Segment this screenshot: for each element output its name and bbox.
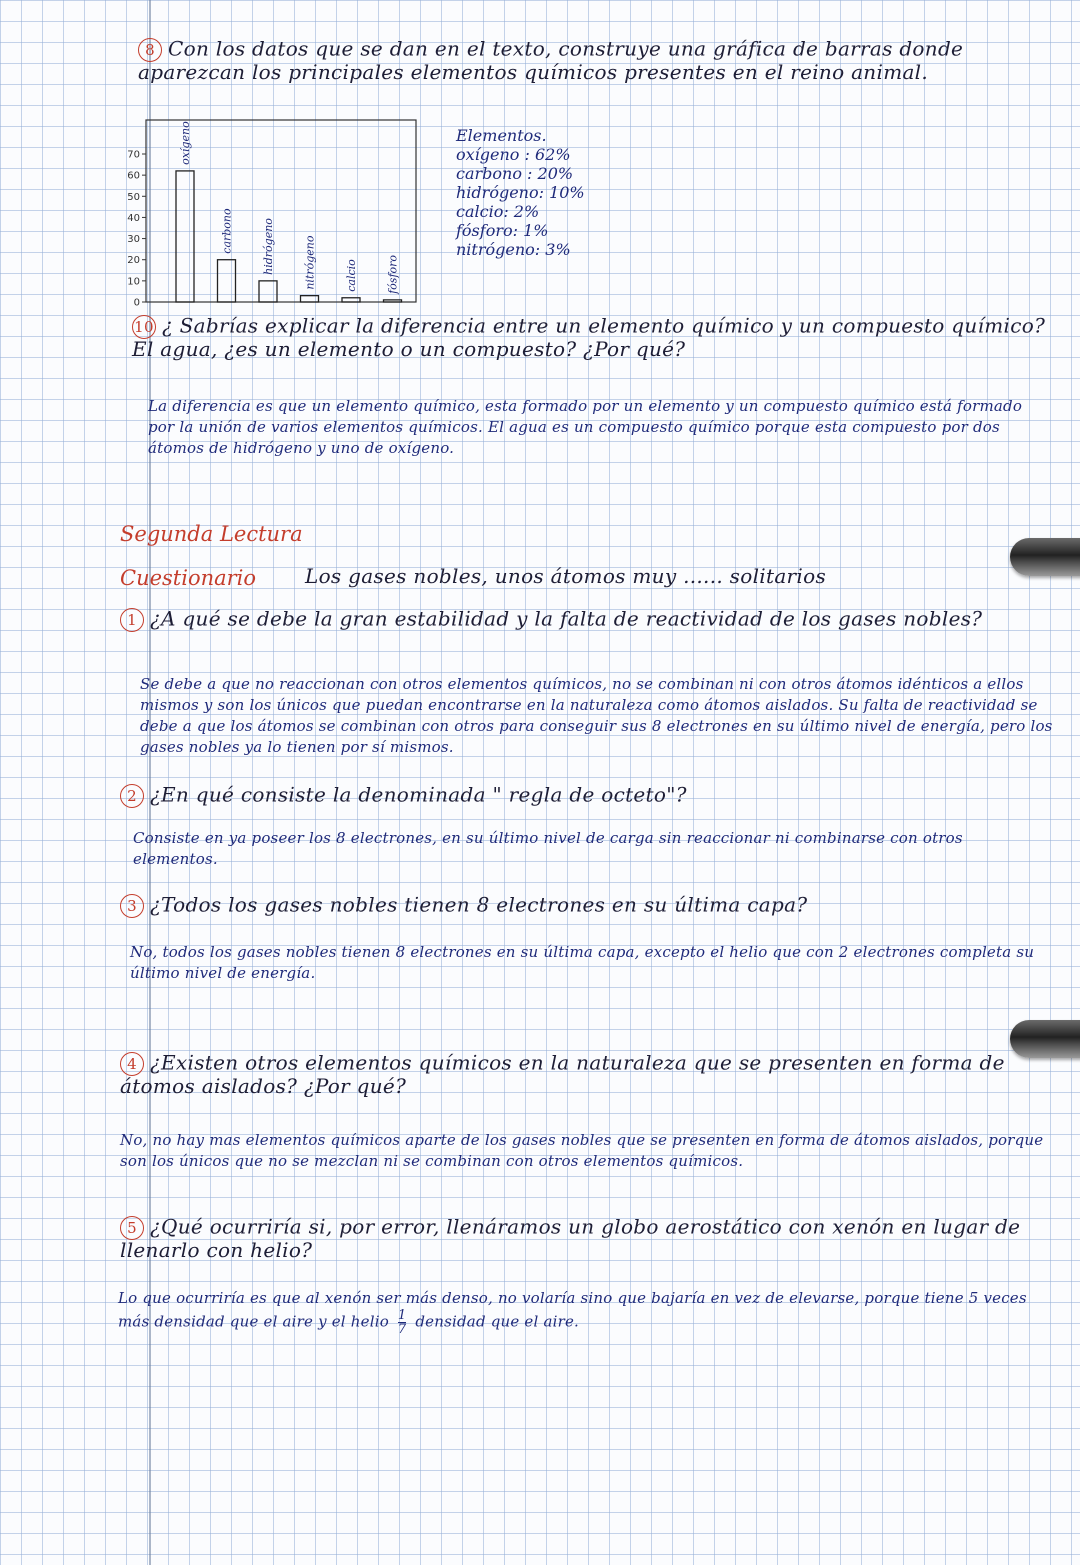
fraction-numerator: 1 <box>397 1308 407 1323</box>
fraction-denominator: 7 <box>397 1322 407 1337</box>
question-number: 10 <box>132 315 156 339</box>
question-number: 4 <box>120 1052 144 1076</box>
legend-item-phosphorus: fósforo: 1% <box>456 221 549 240</box>
question-text: ¿A qué se debe la gran estabilidad y la falta de reactividad de los gases nobles? <box>150 606 983 631</box>
legend-item-hydrogen: hidrógeno: 10% <box>456 183 585 202</box>
legend-item-calcium: calcio: 2% <box>456 202 540 221</box>
y-tick-label: 70 <box>127 149 140 161</box>
section-title: Segunda Lectura <box>120 522 303 546</box>
bar-nitrógeno <box>301 296 319 302</box>
legend-item-nitrogen: nitrógeno: 3% <box>456 240 571 259</box>
legend-item-carbon: carbono : 20% <box>456 164 574 183</box>
question-text: ¿Qué ocurriría si, por error, llenáramos un globo aerostático con xenón en lugar de llenarlo con helio? <box>120 1214 1021 1262</box>
answer-3: No, todos los gases nobles tienen 8 electrones en su última capa, excepto el helio que con 2 electrones completa su último nivel de energía. <box>130 943 1035 982</box>
y-tick-label: 20 <box>127 255 140 267</box>
category-labels <box>179 121 400 295</box>
category-label: fósforo <box>386 254 400 294</box>
question-number: 2 <box>120 784 144 808</box>
y-tick-label: 50 <box>127 191 140 203</box>
bars <box>176 171 402 302</box>
answer-4: No, no hay mas elementos químicos aparte de los gases nobles que se presenten en forma de átomos aislados, porque son los únicos que no se mezclan ni se combinan con otros elementos químicos. <box>120 1131 1044 1170</box>
question-text: ¿Todos los gases nobles tienen 8 electrones en su última capa? <box>150 892 808 917</box>
legend-title: Elementos. <box>456 126 547 145</box>
answer-5-end: densidad que el aire. <box>415 1312 580 1331</box>
bar-carbono <box>218 260 236 302</box>
answer-10: La diferencia es que un elemento químico, esta formado por un elemento y un compuesto químico está formado por la unión de varios elementos químicos. El agua es un compuesto químico porque esta compuesto por dos átomos de hidrógeno y uno de oxígeno. <box>148 397 1023 457</box>
y-tick-label: 40 <box>127 212 140 224</box>
y-axis-ticks <box>127 150 146 309</box>
category-label: carbono <box>220 208 234 254</box>
category-label: hidrógeno <box>262 218 275 275</box>
question-3 <box>120 894 1040 918</box>
question-text: ¿Existen otros elementos químicos en la naturaleza que se presenten en forma de átomos aislados? ¿Por qué? <box>120 1050 1005 1098</box>
question-5 <box>120 1216 1050 1261</box>
fraction <box>398 1309 406 1336</box>
question-number: 8 <box>138 38 162 62</box>
question-2 <box>120 784 1040 808</box>
section-subtitle: Cuestionario <box>120 566 257 590</box>
bar-calcio <box>342 298 360 302</box>
question-8 <box>138 38 1038 83</box>
legend-item-oxygen: oxígeno : 62% <box>456 145 571 164</box>
reading-title: Los gases nobles, unos átomos muy ...... solitarios <box>305 564 827 588</box>
answer-5-text: Lo que ocurriría es que al xenón ser más denso, no volaría sino que bajaría en vez de elevarse, porque tiene 5 veces más densidad que el aire y el helio <box>118 1289 1027 1331</box>
category-label: oxígeno <box>179 121 192 165</box>
question-4 <box>120 1052 1020 1097</box>
question-text: ¿ Sabrías explicar la diferencia entre un elemento químico y un compuesto químico? El agua, ¿es un elemento o un compuesto? ¿Por qué? <box>132 313 1046 361</box>
answer-5 <box>118 1288 1048 1336</box>
y-tick-label: 30 <box>127 234 140 246</box>
y-tick-label: 10 <box>127 276 140 288</box>
answer-1: Se debe a que no reaccionan con otros elementos químicos, no se combinan ni con otros átomos idénticos a ellos mismos y son los únicos que puedan encontrarse en la naturaleza como átomos aislados. Su falta de reactividad se debe a que los átomos se combinan con otros para conseguir sus 8 electrones en su último nivel de energía, pero los gases nobles ya lo tienen por sí mismos. <box>140 675 1053 756</box>
question-10 <box>132 315 1052 360</box>
binder-ring-top <box>1010 538 1080 576</box>
bar-chart <box>126 118 446 318</box>
question-number: 3 <box>120 894 144 918</box>
y-tick-label: 60 <box>127 170 140 182</box>
question-1 <box>120 608 1040 632</box>
bar-fósforo <box>384 300 402 302</box>
bar-hidrógeno <box>259 281 277 302</box>
chart-legend <box>456 126 716 259</box>
question-text: Con los datos que se dan en el texto, construye una gráfica de barras donde aparezcan los principales elementos químicos presentes en el reino animal. <box>138 36 964 84</box>
answer-2: Consiste en ya poseer los 8 electrones, en su último nivel de carga sin reaccionar ni combinarse con otros elementos. <box>133 829 963 868</box>
question-text: ¿En qué consiste la denominada " regla de octeto"? <box>150 782 687 807</box>
y-tick-label: 0 <box>133 297 140 309</box>
question-number: 5 <box>120 1216 144 1240</box>
category-label: calcio <box>345 259 358 292</box>
question-number: 1 <box>120 608 144 632</box>
binder-ring-bottom <box>1010 1020 1080 1058</box>
bar-oxígeno <box>176 171 194 302</box>
category-label: nitrógeno <box>303 235 317 290</box>
